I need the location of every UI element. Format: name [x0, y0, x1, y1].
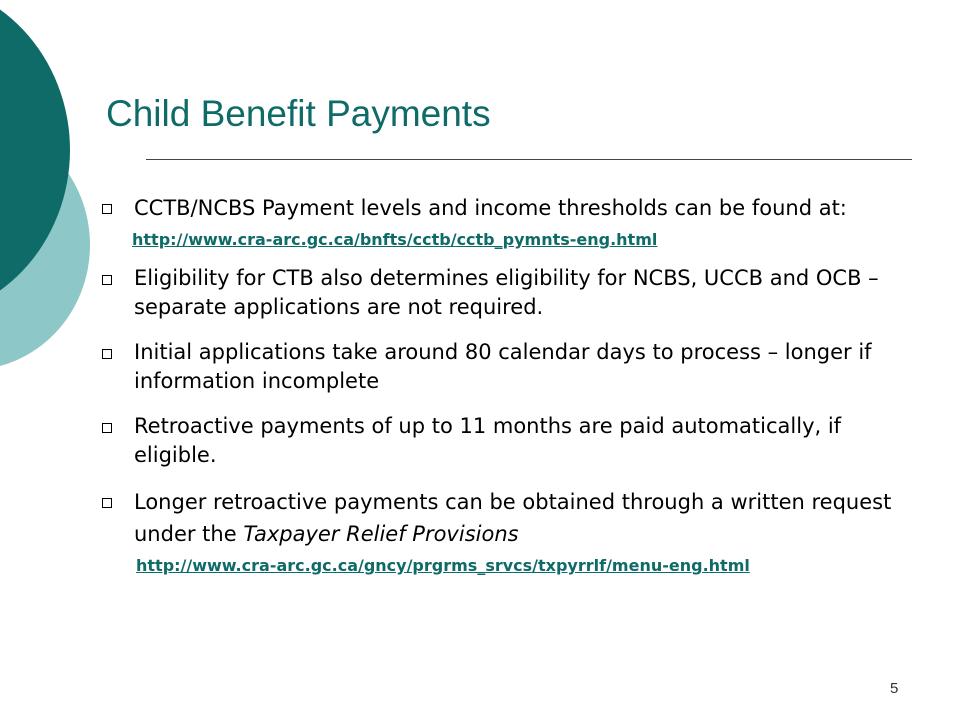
taxpayer-relief-link[interactable]: http://www.cra-arc.gc.ca/gncy/prgrms_srvcs/txpyrrlf/menu-eng.html: [136, 556, 750, 575]
bullet-text: CCTB/NCBS Payment levels and income thresholds can be found at:: [134, 196, 847, 220]
bullet-square-icon: [102, 275, 112, 285]
bullet-square-icon: [102, 349, 112, 359]
bullet-emphasis: Taxpayer Relief Provisions: [243, 522, 519, 546]
bullet-text: Eligibility for CTB also determines eligibility for NCBS, UCCB and OCB – separate applications are not required.: [134, 266, 879, 319]
bullet-item: [100, 486, 930, 576]
title-underline: [146, 159, 912, 160]
bullet-square-icon: [102, 423, 112, 433]
slide-title: Child Benefit Payments: [106, 93, 491, 134]
bullet-text: Longer retroactive payments can be obtained through a written request under the: [134, 490, 892, 546]
bullet-list: [100, 192, 930, 576]
bullet-item: [100, 412, 930, 470]
bullet-item: [100, 264, 930, 322]
payments-link[interactable]: http://www.cra-arc.gc.ca/bnfts/cctb/cctb_pymnts-eng.html: [132, 230, 658, 249]
bullet-text: Retroactive payments of up to 11 months are paid automatically, if eligible.: [134, 414, 842, 467]
bullet-item: [100, 192, 930, 250]
bullet-square-icon: [102, 498, 112, 508]
bullet-item: [100, 338, 930, 396]
bullet-text: Initial applications take around 80 calendar days to process – longer if information incomplete: [134, 340, 872, 393]
bullet-square-icon: [102, 204, 112, 214]
page-number: 5: [890, 680, 899, 697]
